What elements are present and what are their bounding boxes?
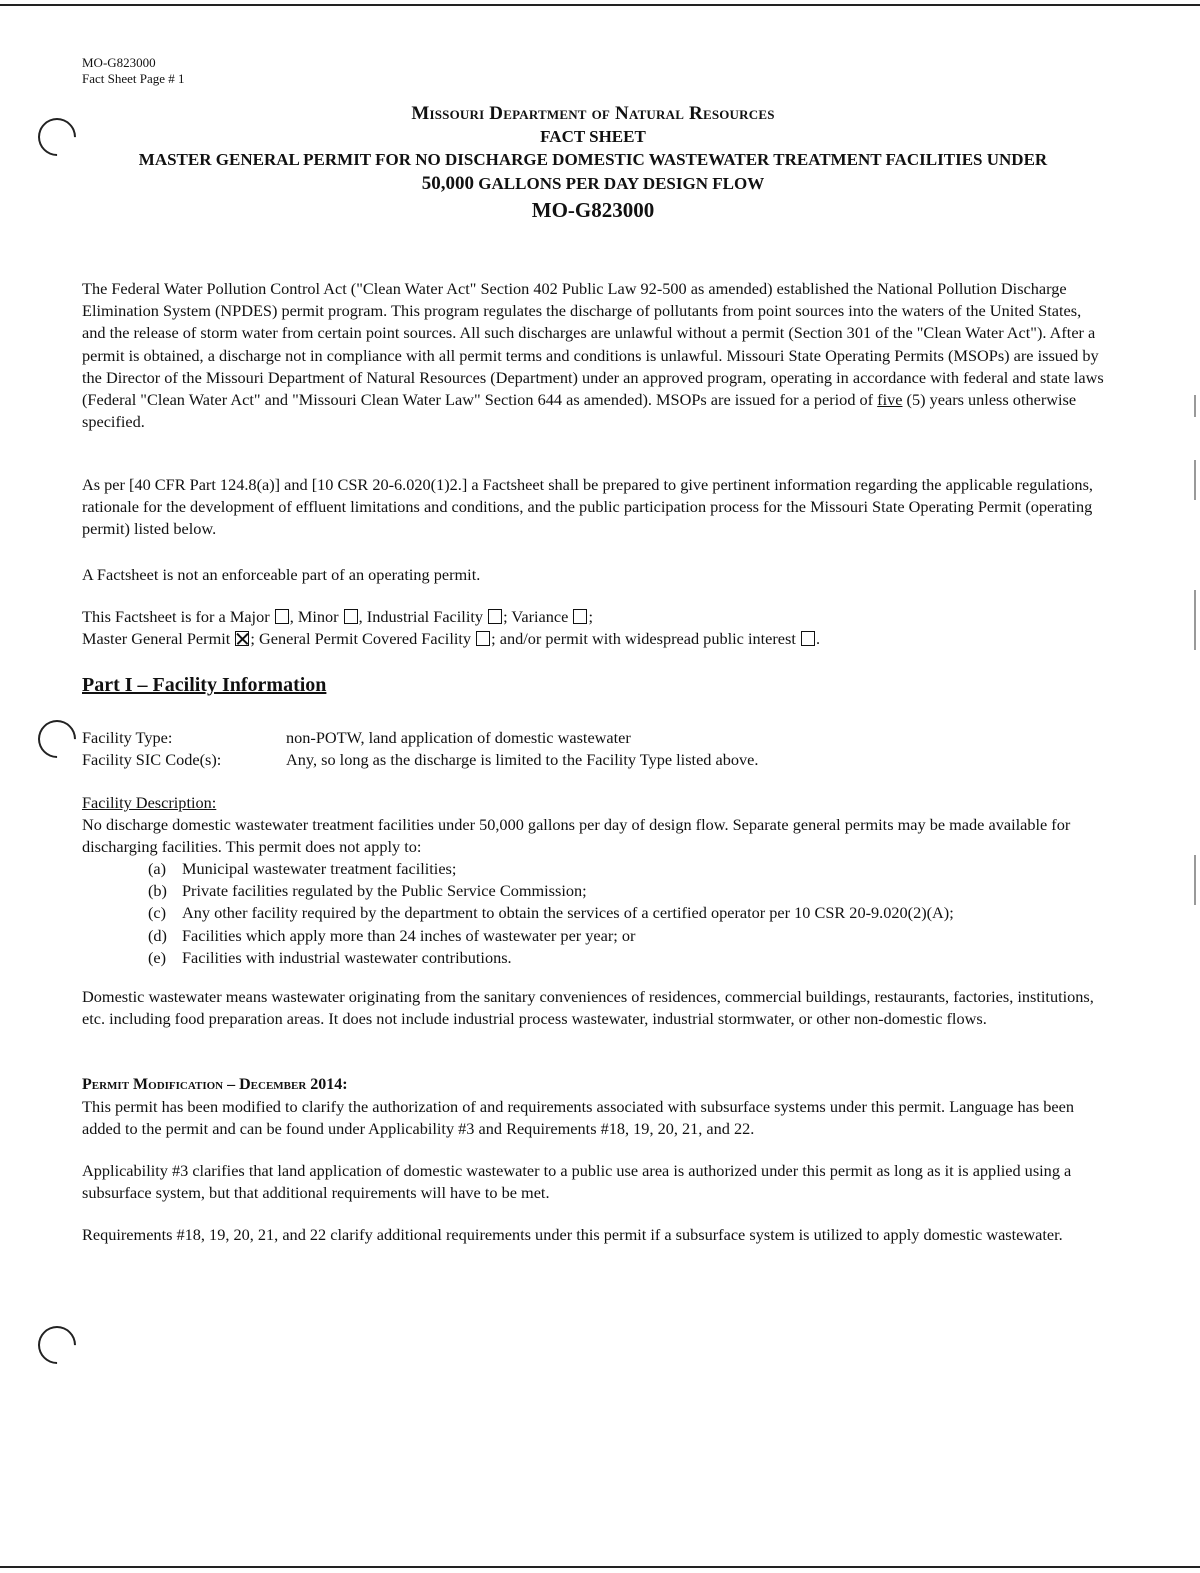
facility-sic-value: Any, so long as the discharge is limited to the Facility Type listed above. bbox=[286, 750, 759, 769]
list-item bbox=[148, 902, 954, 924]
list-item-text: Facilities with industrial wastewater contributions. bbox=[182, 947, 512, 967]
punch-hole-middle bbox=[30, 712, 84, 766]
checkbox-general-covered bbox=[476, 631, 490, 646]
list-marker: (c) bbox=[148, 903, 167, 923]
scan-mark bbox=[1194, 855, 1196, 905]
checkbox-item-major bbox=[230, 607, 298, 626]
facility-description bbox=[82, 792, 1108, 859]
intro-p1-text: The Federal Water Pollution Control Act ("Clean Water Act" Section 402 Public Law 92-500 as amended) established the National Pollution Discharge Elimination System (NPDES) permit program. This program regulates the discharge of pollutants from point sources into the waters of the United States, and the release of storm water from certain point sources. All such discharges are unlawful without a permit (Section 301 of the "Clean Water Act"). After a permit is obtained, a discharge not in compliance with all permit terms and conditions is unlawful. Missouri State Operating Permits (MSOPs) are issued by the Director of the Missouri Department of Natural Resources (Department) under an approved program, operating in accordance with federal and state laws (Federal "Clean Water Act" and "Missouri Clean Water Law" Section 644 as amended). MSOPs are issued for a period of bbox=[82, 279, 1104, 410]
list-item bbox=[148, 880, 954, 902]
flow-text: GALLONS PER DAY DESIGN FLOW bbox=[478, 174, 765, 193]
separator: , bbox=[289, 607, 298, 626]
intro-p1-underlined: five bbox=[877, 390, 903, 410]
scan-mark bbox=[1194, 460, 1196, 500]
facility-sic-label: Facility SIC Code(s): bbox=[82, 750, 222, 769]
part-1-heading: Part I – Facility Information bbox=[82, 674, 327, 696]
list-item bbox=[148, 858, 954, 880]
separator: . bbox=[815, 629, 821, 649]
classification-line-2 bbox=[82, 628, 1108, 650]
page-label: Fact Sheet Page # 1 bbox=[82, 71, 185, 86]
facility-classification bbox=[82, 606, 1108, 650]
facility-type-value: non-POTW, land application of domestic wastewater bbox=[286, 728, 631, 747]
facility-sic-row bbox=[82, 749, 758, 771]
checkbox-item-variance bbox=[511, 607, 593, 626]
bottom-scan-edge bbox=[0, 1566, 1200, 1568]
list-item bbox=[148, 925, 954, 947]
list-item bbox=[148, 947, 954, 969]
intro-p1-text-end: (5) years unless otherwise specified. bbox=[82, 390, 1077, 432]
checkbox-item-public-interest bbox=[500, 629, 820, 648]
list-item-text: Facilities which apply more than 24 inches of wastewater per year; or bbox=[182, 925, 636, 945]
checkbox-minor bbox=[344, 609, 358, 624]
title-block bbox=[60, 102, 1126, 224]
list-marker: (b) bbox=[148, 881, 167, 901]
list-marker: (e) bbox=[148, 947, 167, 967]
list-item-text: Any other facility required by the department to obtain the services of a certified operator per 10 CSR 20-9.020(2)(A); bbox=[182, 903, 954, 923]
exclusion-list bbox=[148, 858, 954, 969]
checkbox-item-master-general bbox=[82, 629, 259, 648]
checkbox-label: and/or permit with widespread public interest bbox=[499, 629, 796, 649]
permit-modification bbox=[82, 1074, 1108, 1141]
scan-mark bbox=[1194, 395, 1196, 417]
top-scan-edge bbox=[0, 4, 1200, 6]
design-flow bbox=[60, 172, 1126, 196]
list-marker: (d) bbox=[148, 925, 167, 945]
checkbox-item-industrial bbox=[367, 607, 512, 626]
checkbox-public-interest bbox=[801, 631, 815, 646]
checkbox-major bbox=[275, 609, 289, 624]
document-type: FACT SHEET bbox=[540, 127, 646, 146]
intro-paragraph-1 bbox=[82, 278, 1108, 433]
separator: , bbox=[358, 607, 367, 626]
facility-description-heading: Facility Description: bbox=[82, 793, 217, 812]
modification-paragraph-2: Applicability #3 clarifies that land application of domestic wastewater to a public use area is authorized under this permit as long as it is applied using a subsurface system, but that additional requirements will have to be met. bbox=[82, 1161, 1072, 1203]
domestic-definition: Domestic wastewater means wastewater originating from the sanitary conveniences of residences, commercial buildings, restaurants, factories, institutions, etc. including food preparation areas. It does not include industrial process wastewater, industrial stormwater, or other non-domestic flows. bbox=[82, 987, 1094, 1029]
page-header bbox=[82, 55, 185, 87]
list-item-text: Private facilities regulated by the Public Service Commission; bbox=[182, 881, 587, 901]
checkbox-label: General Permit Covered Facility bbox=[258, 629, 472, 649]
permit-id: MO-G823000 bbox=[82, 55, 156, 70]
modification-heading: Permit Modification – December 2014: bbox=[82, 1076, 348, 1093]
separator: ; bbox=[503, 607, 512, 626]
checkbox-master-general-permit bbox=[235, 631, 249, 646]
list-item-text: Municipal wastewater treatment facilities; bbox=[182, 859, 457, 878]
agency-name: Missouri Department of Natural Resources bbox=[411, 103, 775, 124]
checkbox-label: Master General Permit bbox=[82, 629, 231, 649]
punch-hole-bottom bbox=[30, 1318, 84, 1372]
modification-paragraph-3: Requirements #18, 19, 20, 21, and 22 clarify additional requirements under this permit if a subsurface system is utilized to apply domestic wastewater. bbox=[82, 1225, 1063, 1244]
checkbox-label: Industrial Facility bbox=[366, 607, 484, 626]
list-marker: (a) bbox=[148, 859, 167, 878]
modification-paragraph-1: This permit has been modified to clarify the authorization of and requirements associated with subsurface systems under this permit. Language has been added to the permit and can be found under Applicability #3 and Requirements #18, 19, 20, 21, and 22. bbox=[82, 1097, 1074, 1139]
separator: ; bbox=[588, 607, 593, 626]
checkbox-label: Major bbox=[229, 607, 270, 626]
checkbox-item-general-covered bbox=[259, 629, 500, 648]
checkbox-label: Minor bbox=[297, 607, 339, 626]
intro-paragraph-2: As per [40 CFR Part 124.8(a)] and [10 CSR 20-6.020(1)2.] a Factsheet shall be prepared to give pertinent information regarding the applicable regulations, rationale for the development of effluent limitations and conditions, and the public participation process for the Missouri State Operating Permit (operating permit) listed below. bbox=[82, 475, 1093, 539]
checkbox-variance bbox=[573, 609, 587, 624]
checkbox-industrial bbox=[488, 609, 502, 624]
separator: ; bbox=[491, 629, 500, 649]
checkbox-item-minor bbox=[298, 607, 367, 626]
facility-description-text: No discharge domestic wastewater treatment facilities under 50,000 gallons per day of design flow. Separate general permits may be made available for discharging facilities. This permit does not apply to: bbox=[82, 815, 1071, 857]
intro-paragraph-3: A Factsheet is not an enforceable part of an operating permit. bbox=[82, 565, 481, 584]
classification-lead: This Factsheet is for a bbox=[82, 607, 230, 626]
facility-type-row bbox=[82, 727, 631, 749]
classification-line-1 bbox=[82, 606, 1108, 628]
permit-name: MASTER GENERAL PERMIT FOR NO DISCHARGE DOMESTIC WASTEWATER TREATMENT FACILITIES UNDER bbox=[138, 150, 1048, 169]
scan-mark bbox=[1194, 590, 1196, 650]
facility-type-label: Facility Type: bbox=[82, 728, 173, 747]
checkbox-label: Variance bbox=[511, 607, 569, 626]
permit-number: MO-G823000 bbox=[531, 198, 655, 222]
flow-number: 50,000 bbox=[421, 173, 475, 194]
separator: ; bbox=[250, 629, 259, 649]
